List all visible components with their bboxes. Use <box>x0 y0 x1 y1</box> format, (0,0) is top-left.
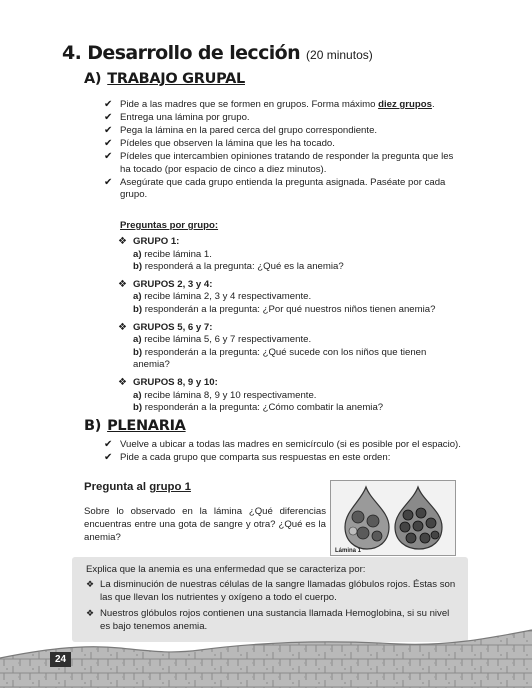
lamina-caption: Lámina 1 <box>335 548 362 554</box>
preguntas-heading: Preguntas por grupo: <box>120 220 219 231</box>
section-title-text: 4. Desarrollo de lección <box>62 42 301 64</box>
bullet-item <box>104 112 456 125</box>
bullet-item <box>104 125 456 138</box>
lamina-1-illustration <box>330 480 456 556</box>
section-duration: (20 minutos) <box>306 48 373 62</box>
subheading-text: TRABAJO GRUPAL <box>107 71 245 87</box>
group-item: ❖ GRUPOS 8, 9 y 10: a) recibe lámina 8, 9 y 10 respectivamente. b) responderán a la pregunta: ¿Cómo combatir la anemia? <box>118 376 384 414</box>
group-line-b: responderán a la pregunta: <box>144 346 263 358</box>
group-question: ¿Qué es la anemia? <box>257 261 344 273</box>
explanation-item <box>86 579 460 604</box>
group-line-a: recibe lámina 2, 3 y 4 respectivamente. <box>144 291 312 303</box>
checkmark-icon: ✔ <box>104 176 113 188</box>
diamond-bullet-icon: ❖ <box>86 609 95 620</box>
checkmark-icon: ✔ <box>104 111 113 123</box>
group-title: GRUPO 1: <box>133 236 180 247</box>
explanation-text: Nuestros glóbulos rojos contienen una sustancia llamada Hemoglobina, si su nivel es bajo tenemos anemia. <box>100 608 450 632</box>
page-number: 24 <box>50 652 71 667</box>
diamond-bullet-icon: ❖ <box>118 376 127 388</box>
blood-drops-illustration <box>331 481 455 555</box>
explanation-text: La disminución de nuestras células de la sangre llamadas glóbulos rojos. Éstas son las que llevan los nutrientes y oxígeno a todo el cuerpo. <box>100 579 456 603</box>
explanation-intro: Explica que la anemia es una enfermedad que se caracteriza por: <box>86 564 366 575</box>
stone-footer-decoration <box>0 610 532 688</box>
subheading-plenaria <box>84 418 186 434</box>
bullet-item <box>104 99 456 112</box>
subheading-letter: A) <box>84 71 102 87</box>
subheading-text: PLENARIA <box>107 418 186 434</box>
checkmark-icon: ✔ <box>104 137 113 149</box>
bullet-text: Pega la lámina en la pared cerca del grupo correspondiente. <box>120 124 378 136</box>
group-line-b: responderán a la pregunta: <box>144 402 263 414</box>
bullet-item <box>104 439 464 452</box>
bullet-item <box>104 138 456 151</box>
group-line-b: responderán a la pregunta: <box>144 303 263 315</box>
pregunta-group: grupo 1 <box>149 481 191 493</box>
group-list <box>118 236 458 420</box>
group-item: ❖ GRUPOS 5, 6 y 7: a) recibe lámina 5, 6 y 7 respectivamente. b) responderán a la pregunta: ¿Qué sucede con los niños que tienen anemia? <box>118 321 427 371</box>
group-question: ¿Qué sucede con los niños que tienen anemia? <box>133 346 427 371</box>
bullet-text: Pide a las madres que se formen en grupos. Forma máximo <box>120 99 379 110</box>
group-line-b: responderá a la pregunta: <box>144 261 258 273</box>
group-item: ❖ GRUPOS 2, 3 y 4: a) recibe lámina 2, 3 y 4 respectivamente. b) responderán a la pregunta: ¿Por qué nuestros niños tienen anemia? <box>118 278 436 315</box>
plenaria-bullets <box>104 439 464 465</box>
group-title: GRUPOS 8, 9 y 10: <box>133 376 218 388</box>
bullet-text-end: . <box>431 99 435 110</box>
group-title: GRUPOS 5, 6 y 7: <box>133 321 213 333</box>
checkmark-icon: ✔ <box>104 451 113 463</box>
bullet-text: Pide a cada grupo que comparta sus respuestas en este orden: <box>120 451 391 463</box>
diamond-bullet-icon: ❖ <box>118 236 127 247</box>
group-line-a: recibe lámina 8, 9 y 10 respectivamente. <box>144 389 317 401</box>
pregunta-label: Pregunta al <box>84 481 150 493</box>
group-line-a: recibe lámina 5, 6 y 7 respectivamente. <box>144 334 312 346</box>
group-line-a: recibe lámina 1. <box>144 248 212 260</box>
trabajo-grupal-bullets <box>104 99 456 202</box>
group-item: ❖ GRUPO 1: a) recibe lámina 1. b) responderá a la pregunta: ¿Qué es la anemia? <box>118 236 344 273</box>
checkmark-icon: ✔ <box>104 124 113 136</box>
pregunta-heading <box>84 481 191 493</box>
diamond-bullet-icon: ❖ <box>118 321 127 333</box>
section-title <box>62 42 373 64</box>
subheading-trabajo-grupal <box>84 71 245 87</box>
group-question: ¿Por qué nuestros niños tienen anemia? <box>262 303 436 315</box>
diamond-bullet-icon: ❖ <box>118 278 127 290</box>
bullet-item <box>104 151 456 176</box>
group-question: ¿Cómo combatir la anemia? <box>262 402 384 414</box>
bullet-emphasis: diez grupos <box>378 99 432 110</box>
bullet-text: Asegúrate que cada grupo entienda la pregunta asignada. Paséate por cada grupo. <box>120 176 446 201</box>
checkmark-icon: ✔ <box>104 150 113 162</box>
bullet-item <box>104 452 464 465</box>
group-title: GRUPOS 2, 3 y 4: <box>133 278 213 290</box>
bullet-text: Vuelve a ubicar a todas las madres en semicírculo (si es posible por el espacio). <box>120 439 461 450</box>
pregunta-text: Sobre lo observado en la lámina ¿Qué diferencias encuentras entre una gota de sangre y otra? ¿Qué es la anemia? <box>84 506 326 543</box>
bullet-text: Entrega una lámina por grupo. <box>120 111 250 123</box>
subheading-letter: B) <box>84 418 102 434</box>
checkmark-icon: ✔ <box>104 99 113 110</box>
checkmark-icon: ✔ <box>104 439 113 450</box>
bullet-text: Pídeles que intercambien opiniones tratando de responder la pregunta que les ha tocado (por espacio de cinco a diez minutos). <box>120 150 454 175</box>
bullet-item <box>104 177 456 202</box>
bullet-text: Pídeles que observen la lámina que les ha tocado. <box>120 137 335 149</box>
diamond-bullet-icon: ❖ <box>86 580 95 590</box>
